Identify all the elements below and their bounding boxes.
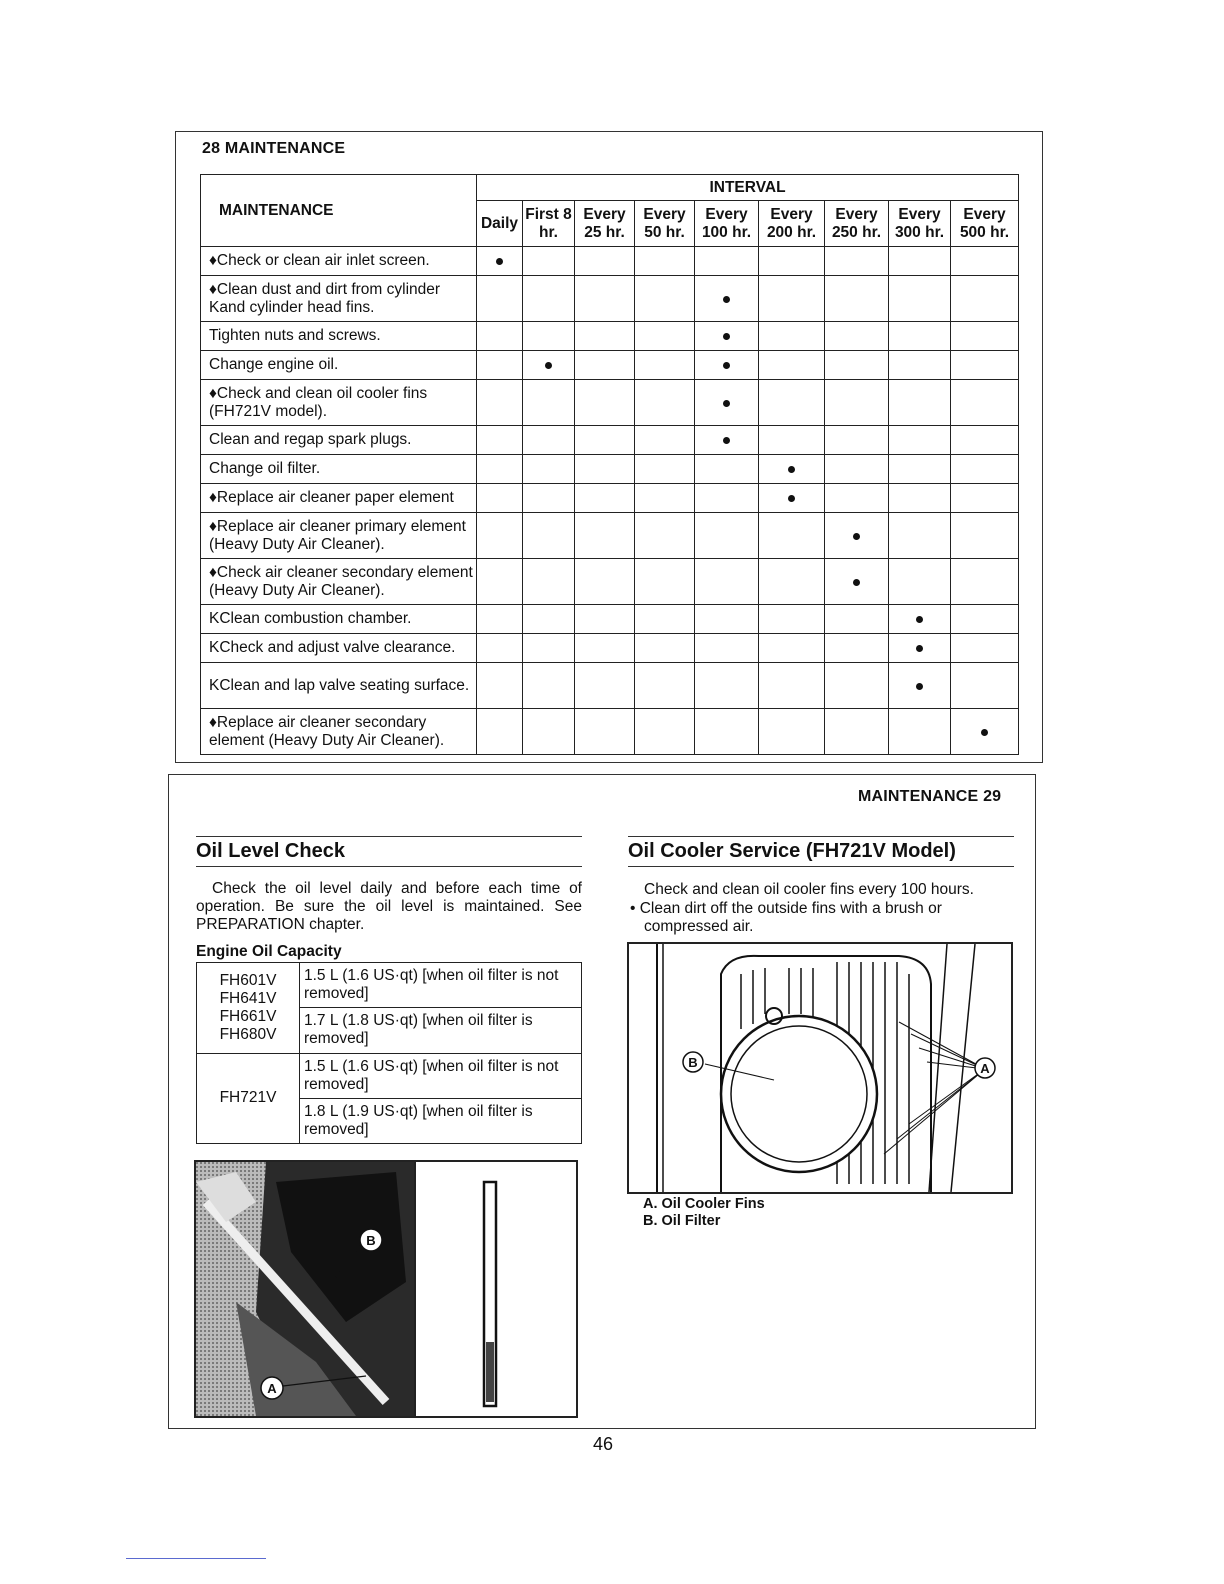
interval-cell — [575, 709, 635, 755]
table-row — [201, 247, 1019, 276]
interval-cell — [825, 663, 889, 709]
interval-cell — [477, 322, 523, 351]
capacity-value: 1.7 L (1.8 US·qt) [when oil filter is removed] — [300, 1008, 582, 1053]
interval-cell — [951, 605, 1019, 634]
interval-cell — [695, 247, 759, 276]
interval-cell — [477, 559, 523, 605]
interval-cell — [889, 426, 951, 455]
interval-mark — [916, 683, 923, 690]
interval-cell — [889, 484, 951, 513]
interval-mark — [788, 495, 795, 502]
interval-cell — [477, 605, 523, 634]
interval-mark — [723, 437, 730, 444]
interval-cell — [889, 247, 951, 276]
interval-cell — [951, 247, 1019, 276]
table-row — [201, 663, 1019, 709]
interval-cell — [523, 351, 575, 380]
interval-cell — [889, 634, 951, 663]
interval-cell — [477, 663, 523, 709]
interval-cell — [695, 559, 759, 605]
interval-cell — [825, 513, 889, 559]
interval-cell — [477, 380, 523, 426]
interval-cell — [825, 351, 889, 380]
interval-mark — [981, 729, 988, 736]
interval-cell — [889, 351, 951, 380]
photo-label-b: B — [366, 1233, 376, 1248]
interval-cell — [759, 351, 825, 380]
interval-mark — [496, 258, 503, 265]
interval-cell — [635, 351, 695, 380]
task-label: Change engine oil. — [201, 351, 477, 380]
interval-cell — [759, 380, 825, 426]
interval-cell — [951, 276, 1019, 322]
interval-cell — [635, 709, 695, 755]
caption-b: B. Oil Filter — [643, 1213, 721, 1229]
interval-cell — [635, 634, 695, 663]
interval-cell — [695, 426, 759, 455]
interval-cell — [951, 455, 1019, 484]
task-label: Tighten nuts and screws. — [201, 322, 477, 351]
task-label: ♦Check air cleaner secondary element (Heavy Duty Air Cleaner). — [201, 559, 477, 605]
interval-cell — [477, 351, 523, 380]
interval-cell — [695, 322, 759, 351]
oil-cooler-drawing — [629, 944, 1011, 1192]
task-label: ♦Replace air cleaner primary element (Heavy Duty Air Cleaner). — [201, 513, 477, 559]
interval-column-header: First 8 hr. — [523, 201, 575, 247]
interval-cell — [575, 455, 635, 484]
interval-cell — [759, 559, 825, 605]
task-label: Clean and regap spark plugs. — [201, 426, 477, 455]
engine-oil-capacity-table — [196, 962, 582, 1144]
oil-cooler-figure — [627, 942, 1013, 1194]
interval-mark — [723, 400, 730, 407]
interval-cell — [635, 559, 695, 605]
interval-cell — [695, 663, 759, 709]
interval-cell — [695, 605, 759, 634]
interval-cell — [575, 380, 635, 426]
interval-cell — [951, 322, 1019, 351]
fig-label-a: A — [980, 1061, 990, 1076]
caption-a: A. Oil Cooler Fins — [643, 1196, 765, 1212]
interval-cell — [759, 276, 825, 322]
interval-cell — [523, 605, 575, 634]
dipstick-photo-drawing — [196, 1162, 576, 1416]
interval-cell — [759, 709, 825, 755]
interval-cell — [825, 322, 889, 351]
interval-column-header: Every 250 hr. — [825, 201, 889, 247]
interval-header: INTERVAL — [477, 175, 1019, 201]
interval-cell — [889, 455, 951, 484]
photo-label-a: A — [267, 1381, 277, 1396]
oil-cooler-title: Oil Cooler Service (FH721V Model) — [628, 836, 1014, 867]
interval-cell — [575, 559, 635, 605]
interval-cell — [695, 276, 759, 322]
interval-cell — [635, 663, 695, 709]
interval-cell — [523, 484, 575, 513]
interval-cell — [951, 426, 1019, 455]
table-row — [201, 351, 1019, 380]
interval-cell — [695, 484, 759, 513]
interval-cell — [635, 380, 695, 426]
table-row — [201, 513, 1019, 559]
interval-cell — [951, 351, 1019, 380]
page-number: 46 — [593, 1434, 614, 1454]
engine-oil-capacity-title: Engine Oil Capacity — [196, 943, 342, 960]
oil-cooler-line1: Check and clean oil cooler fins every 100 hours. — [644, 881, 974, 898]
interval-cell — [635, 455, 695, 484]
model-group-1: FH601V FH641V FH661V FH680V — [197, 963, 300, 1054]
interval-cell — [477, 634, 523, 663]
interval-cell — [575, 247, 635, 276]
interval-cell — [635, 426, 695, 455]
footer-rule — [126, 1558, 266, 1559]
interval-cell — [759, 247, 825, 276]
interval-cell — [825, 276, 889, 322]
capacity-value: 1.5 L (1.6 US·qt) [when oil filter is not removed] — [300, 1053, 582, 1098]
task-label: KCheck and adjust valve clearance. — [201, 634, 477, 663]
model-group-2: FH721V — [197, 1053, 300, 1144]
task-label: Change oil filter. — [201, 455, 477, 484]
interval-column-header: Every 200 hr. — [759, 201, 825, 247]
interval-cell — [825, 634, 889, 663]
interval-column-header: Every 300 hr. — [889, 201, 951, 247]
interval-column-header: Every 500 hr. — [951, 201, 1019, 247]
interval-cell — [695, 455, 759, 484]
interval-cell — [523, 709, 575, 755]
interval-cell — [477, 455, 523, 484]
interval-mark — [853, 579, 860, 586]
task-label: ♦Clean dust and dirt from cylinder Kand cylinder head fins. — [201, 276, 477, 322]
interval-cell — [889, 559, 951, 605]
interval-cell — [575, 663, 635, 709]
interval-cell — [889, 380, 951, 426]
interval-cell — [477, 276, 523, 322]
interval-cell — [575, 426, 635, 455]
page-header-right: MAINTENANCE 29 — [858, 788, 1002, 805]
interval-cell — [575, 513, 635, 559]
interval-mark — [916, 616, 923, 623]
interval-cell — [889, 513, 951, 559]
interval-cell — [575, 276, 635, 322]
interval-mark — [723, 296, 730, 303]
interval-column-header: Every 25 hr. — [575, 201, 635, 247]
maintenance-header: MAINTENANCE — [201, 175, 477, 247]
interval-cell — [759, 484, 825, 513]
capacity-value: 1.5 L (1.6 US·qt) [when oil filter is not removed] — [300, 963, 582, 1008]
interval-cell — [477, 484, 523, 513]
interval-cell — [575, 322, 635, 351]
interval-cell — [635, 247, 695, 276]
table-row — [201, 276, 1019, 322]
interval-cell — [695, 709, 759, 755]
table-row — [201, 484, 1019, 513]
interval-cell — [759, 322, 825, 351]
interval-cell — [575, 634, 635, 663]
interval-cell — [951, 380, 1019, 426]
interval-cell — [759, 513, 825, 559]
interval-cell — [523, 380, 575, 426]
task-label: KClean and lap valve seating surface. — [201, 663, 477, 709]
table-row — [201, 380, 1019, 426]
interval-cell — [523, 513, 575, 559]
interval-cell — [889, 276, 951, 322]
table-row — [201, 634, 1019, 663]
interval-cell — [477, 709, 523, 755]
interval-cell — [635, 276, 695, 322]
interval-cell — [759, 634, 825, 663]
table-row — [201, 709, 1019, 755]
interval-column-header: Every 100 hr. — [695, 201, 759, 247]
interval-cell — [889, 709, 951, 755]
interval-cell — [825, 484, 889, 513]
table-row — [201, 605, 1019, 634]
oil-level-text: Check the oil level daily and before each time of operation. Be sure the oil level is maintained. See PREPARATION chapter. — [196, 880, 582, 933]
interval-mark — [788, 466, 795, 473]
interval-cell — [523, 247, 575, 276]
interval-cell — [825, 380, 889, 426]
interval-cell — [523, 634, 575, 663]
interval-cell — [825, 559, 889, 605]
interval-cell — [523, 276, 575, 322]
table-row — [201, 322, 1019, 351]
page-header-left: 28 MAINTENANCE — [202, 140, 346, 157]
interval-cell — [635, 513, 695, 559]
interval-cell — [825, 455, 889, 484]
task-label: ♦Replace air cleaner secondary element (Heavy Duty Air Cleaner). — [201, 709, 477, 755]
interval-cell — [825, 426, 889, 455]
interval-cell — [523, 426, 575, 455]
task-label: ♦Replace air cleaner paper element — [201, 484, 477, 513]
interval-column-header: Every 50 hr. — [635, 201, 695, 247]
interval-mark — [853, 533, 860, 540]
interval-cell — [523, 322, 575, 351]
interval-cell — [575, 484, 635, 513]
fig-label-b: B — [688, 1055, 698, 1070]
interval-cell — [477, 513, 523, 559]
oil-cooler-bullet: • Clean dirt off the outside fins with a brush or compressed air. — [630, 900, 942, 935]
interval-cell — [951, 559, 1019, 605]
interval-cell — [889, 322, 951, 351]
interval-cell — [695, 634, 759, 663]
interval-cell — [759, 426, 825, 455]
interval-mark — [916, 645, 923, 652]
interval-cell — [889, 663, 951, 709]
table-row — [201, 426, 1019, 455]
interval-cell — [825, 247, 889, 276]
interval-cell — [635, 484, 695, 513]
interval-cell — [523, 559, 575, 605]
table-row — [201, 559, 1019, 605]
table-row — [201, 455, 1019, 484]
capacity-value: 1.8 L (1.9 US·qt) [when oil filter is removed] — [300, 1098, 582, 1143]
task-label: KClean combustion chamber. — [201, 605, 477, 634]
interval-cell — [695, 513, 759, 559]
interval-cell — [635, 322, 695, 351]
interval-cell — [825, 605, 889, 634]
interval-mark — [545, 362, 552, 369]
interval-cell — [825, 709, 889, 755]
interval-cell — [951, 484, 1019, 513]
interval-cell — [477, 426, 523, 455]
interval-cell — [759, 663, 825, 709]
interval-cell — [695, 351, 759, 380]
interval-cell — [523, 663, 575, 709]
interval-mark — [723, 362, 730, 369]
interval-cell — [695, 380, 759, 426]
interval-cell — [759, 455, 825, 484]
interval-cell — [951, 709, 1019, 755]
task-label: ♦Check and clean oil cooler fins (FH721V model). — [201, 380, 477, 426]
interval-cell — [951, 663, 1019, 709]
interval-cell — [759, 605, 825, 634]
interval-cell — [575, 605, 635, 634]
interval-column-header: Daily — [477, 201, 523, 247]
interval-cell — [523, 455, 575, 484]
task-label: ♦Check or clean air inlet screen. — [201, 247, 477, 276]
interval-mark — [723, 333, 730, 340]
oil-level-title: Oil Level Check — [196, 836, 582, 867]
interval-cell — [477, 247, 523, 276]
dipstick-photo — [194, 1160, 578, 1418]
interval-cell — [951, 513, 1019, 559]
interval-cell — [951, 634, 1019, 663]
interval-cell — [635, 605, 695, 634]
maintenance-schedule-table — [200, 174, 1019, 755]
interval-cell — [575, 351, 635, 380]
interval-cell — [889, 605, 951, 634]
